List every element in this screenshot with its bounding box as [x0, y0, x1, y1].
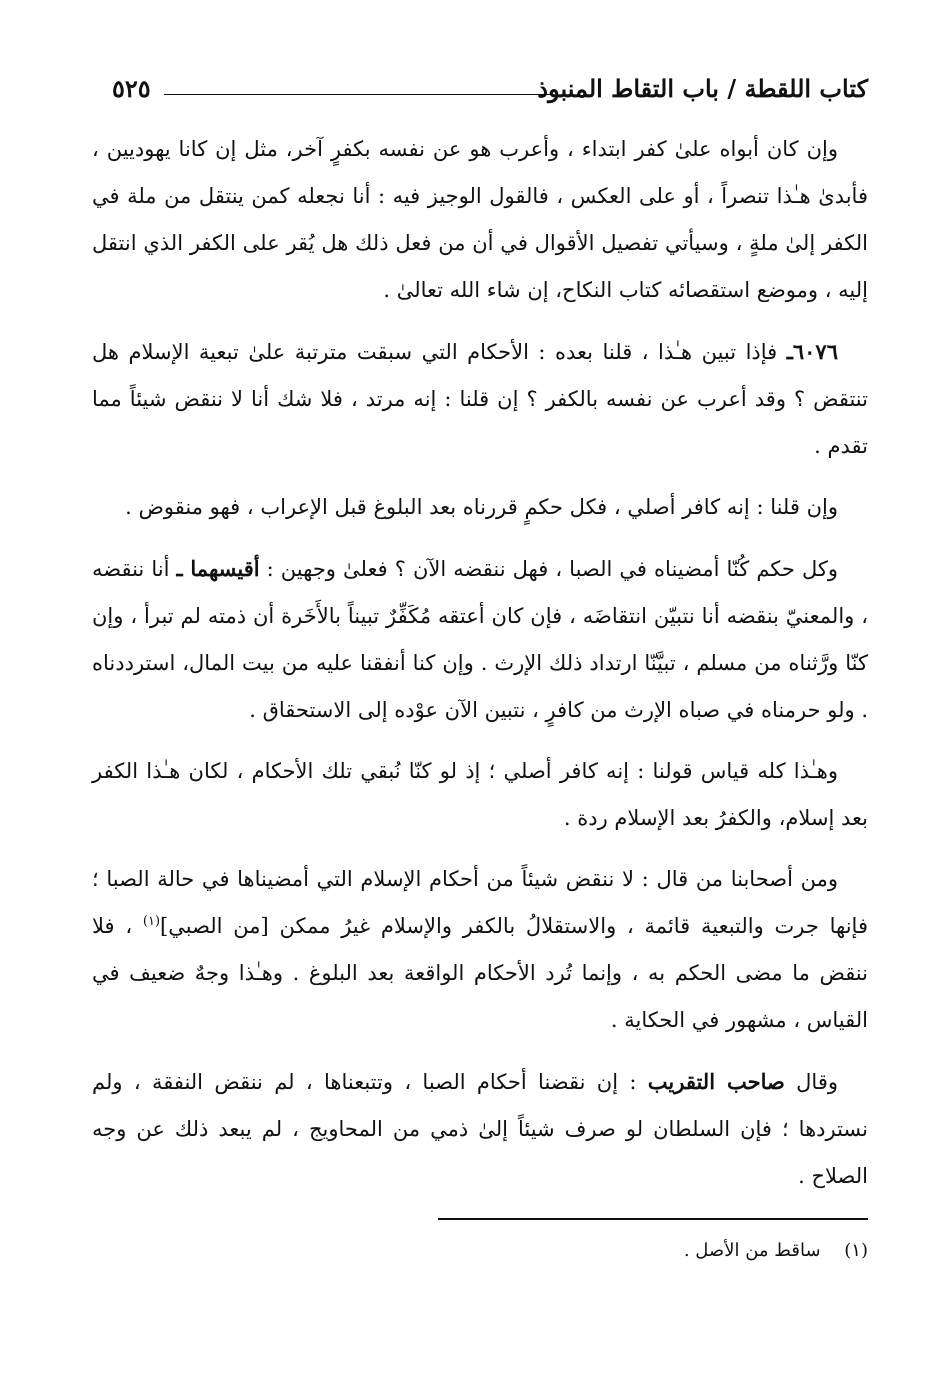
- running-title: كتاب اللقطة / باب التقاط المنبوذ: [537, 74, 868, 103]
- section-number: ٦٠٧٦ـ: [786, 339, 838, 364]
- footnote-reference[interactable]: (١): [142, 914, 161, 929]
- paragraph-1: [92, 126, 868, 314]
- paragraph-4: [92, 545, 868, 734]
- paragraph-7: [92, 1058, 868, 1200]
- footnote-mark: (١): [844, 1240, 868, 1261]
- paragraph-2: [92, 328, 868, 470]
- page-number: ٥٢٥: [112, 74, 151, 103]
- paragraph-text-start: وقال: [796, 1070, 838, 1094]
- page-header: [92, 70, 868, 116]
- footnote-rule: [438, 1218, 868, 1220]
- paragraph-text-end: أنا ننقضه ، والمعنيّ بنقضه أنا نتبيّن انتقاضَه ، فإن كان أعتقه مُكَفِّرٌ تبيناً بالأَخَرة أن ذمته لم تبرأ ، وإن كنّا ورَّثناه من مسلم ، تبيَّنّا ارتداد ذلك الإرث . وإن كنا أنفقنا عليه من بيت المال، استرددناه . ولو حرمناه في صباه الإرث من كافرٍ ، نتبين الآن عوْده إلى الاستحقاق .: [92, 557, 868, 722]
- paragraph-text-end: ، فلا ننقض ما مضى الحكم به ، وإنما تُرد الأحكام الواقعة بعد البلوغ . وهـٰذا وجهٌ ضعيف في القياس ، مشهور في الحكاية .: [92, 914, 868, 1032]
- paragraph-text-start: وكل حكم كُنّا أمضيناه في الصبا ، فهل ننقضه الآن ؟ فعلىٰ وجهين :: [266, 557, 838, 581]
- header-rule: [164, 94, 553, 95]
- paragraph-3: [92, 484, 868, 531]
- paragraph-text: وإن كان أبواه علىٰ كفر ابتداء ، وأعرب هو عن نفسه بكفرٍ آخر، مثل إن كانا يهوديين ، فأبدىٰ هـٰذا تنصراً ، أو على العكس ، فالقول الوجيز فيه : أنا نجعله كمن ينتقل من ملة في الكفر إلىٰ ملةٍ ، وسيأتي تفصيل الأقوال في أن من فعل ذلك هل يُقر على الكفر الذي انتقل إليه ، وموضع استقصائه كتاب النكاح، إن شاء الله تعالىٰ .: [92, 137, 868, 302]
- paragraph-text-end: : إن نقضنا أحكام الصبا ، وتتبعناها ، لم ننقض النفقة ، ولم نستردها ؛ فإن السلطان لو صرف شيئاً إلىٰ ذمي من المحاويج ، لم يبعد ذلك عن وجه الصلاح .: [92, 1070, 868, 1188]
- footnote: [92, 1240, 868, 1261]
- body-text: [92, 126, 868, 1200]
- paragraph-text-start: ومن أصحابنا من قال : لا ننقض شيئاً من أحكام الإسلام التي أمضيناها في حالة الصبا ؛ فإنها جرت والتبعية قائمة ، والاستقلالُ بالكفر والإسلام غيرُ ممكن [من الصبي]: [92, 867, 868, 938]
- book-page: [92, 70, 868, 1261]
- paragraph-text: وهـٰذا كله قياس قولنا : إنه كافر أصلي ؛ إذ لو كنّا نُبقي تلك الأحكام ، لكان هـٰذا الكفر بعد إسلام، والكفرُ بعد الإسلام ردة .: [92, 759, 868, 830]
- paragraph-6: [92, 856, 868, 1044]
- footnote-text: ساقط من الأصل .: [683, 1240, 821, 1261]
- paragraph-5: [92, 748, 868, 842]
- emphasized-term: أقيسهما ـ: [176, 556, 260, 581]
- paragraph-text: وإن قلنا : إنه كافر أصلي ، فكل حكمٍ قررناه بعد البلوغ قبل الإعراب ، فهو منقوض .: [125, 495, 838, 519]
- paragraph-text: فإذا تبين هـٰذا ، قلنا بعده : الأحكام التي سبقت مترتبة علىٰ تبعية الإسلام هل تنتقض ؟ وقد أعرب عن نفسه بالكفر ؟ إن قلنا : إنه مرتد ، فلا شك أنا لا ننقض شيئاً مما تقدم .: [92, 340, 868, 458]
- emphasized-term: صاحب التقريب: [647, 1069, 785, 1094]
